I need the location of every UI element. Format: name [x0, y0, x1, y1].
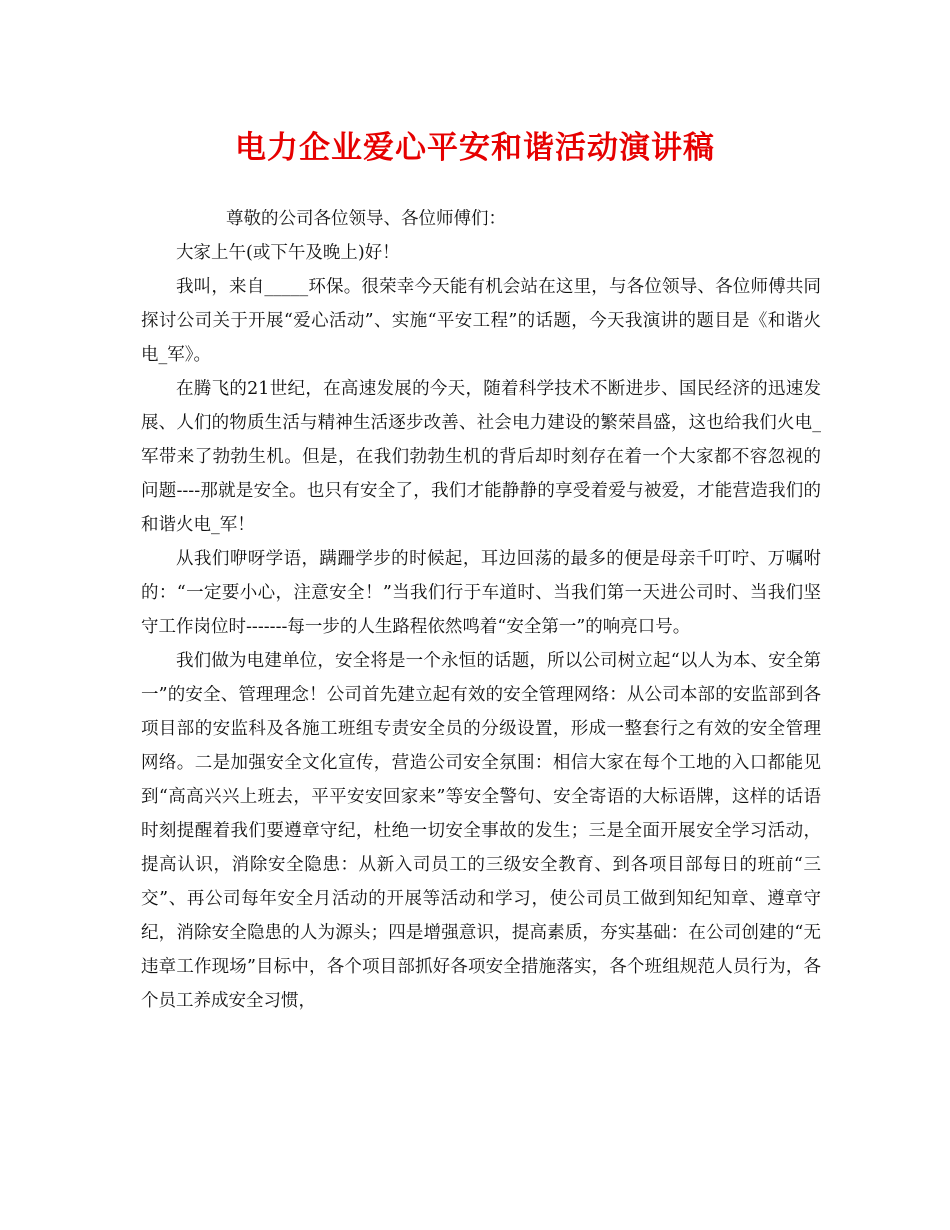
document-body: [141, 202, 821, 1018]
paragraph-5: 我们做为电建单位，安全将是一个永恒的话题，所以公司树立起“以人为本、安全第一”的安全、管理理念！公司首先建立起有效的安全管理网络：从公司本部的安监部到各项目部的安监科及各施工班组专责安全员的分级设置，形成一整套行之有效的安全管理网络。二是加强安全文化宣传，营造公司安全氛围：相信大家在每个工地的入口都能见到“高高兴兴上班去，平平安安回家来”等安全警句、安全寄语的大标语牌，这样的话语时刻提醒着我们要遵章守纪，杜绝一切安全事故的发生；三是全面开展安全学习活动，提高认识，消除安全隐患：从新入司员工的三级安全教育、到各项目部每日的班前“三交”、再公司每年安全月活动的开展等活动和学习，使公司员工做到知纪知章、遵章守纪，消除安全隐患的人为源头；四是增强意识，提高素质，夯实基础：在公司创建的“无违章工作现场”目标中，各个项目部抓好各项安全措施落实，各个班组规范人员行为，各个员工养成安全习惯，: [141, 651, 821, 1011]
paragraph-2: 我叫，来自_____环保。很荣幸今天能有机会站在这里，与各位领导、各位师傅共同探讨公司关于开展“爱心活动”、实施“平安工程”的话题，今天我演讲的题目是《和谐火电_军》。: [141, 277, 821, 365]
paragraph-4: 从我们咿呀学语，蹒跚学步的时候起，耳边回荡的最多的便是母亲千叮咛、万嘱咐的：“一定要小心，注意安全！”当我们行于车道时、当我们第一天进公司时、当我们坚守工作岗位时-------每一步的人生路程依然鸣着“安全第一”的响亮口号。: [141, 549, 821, 637]
paragraph-3: 在腾飞的21世纪，在高速发展的今天，随着科学技术不断进步、国民经济的迅速发展、人们的物质生活与精神生活逐步改善、社会电力建设的繁荣昌盛，这也给我们火电_军带来了勃勃生机。但是，在我们勃勃生机的背后却时刻存在着一个大家都不容忽视的问题----那就是安全。也只有安全了，我们才能静静的享受着爱与被爱，才能营造我们的和谐火电_军！: [141, 379, 821, 535]
greeting: 尊敬的公司各位领导、各位师傅们：: [226, 209, 506, 229]
document-title: 电力企业爱心平安和谐活动演讲稿: [235, 130, 715, 166]
paragraph-1: 大家上午(或下午及晚上)好！: [176, 243, 400, 263]
